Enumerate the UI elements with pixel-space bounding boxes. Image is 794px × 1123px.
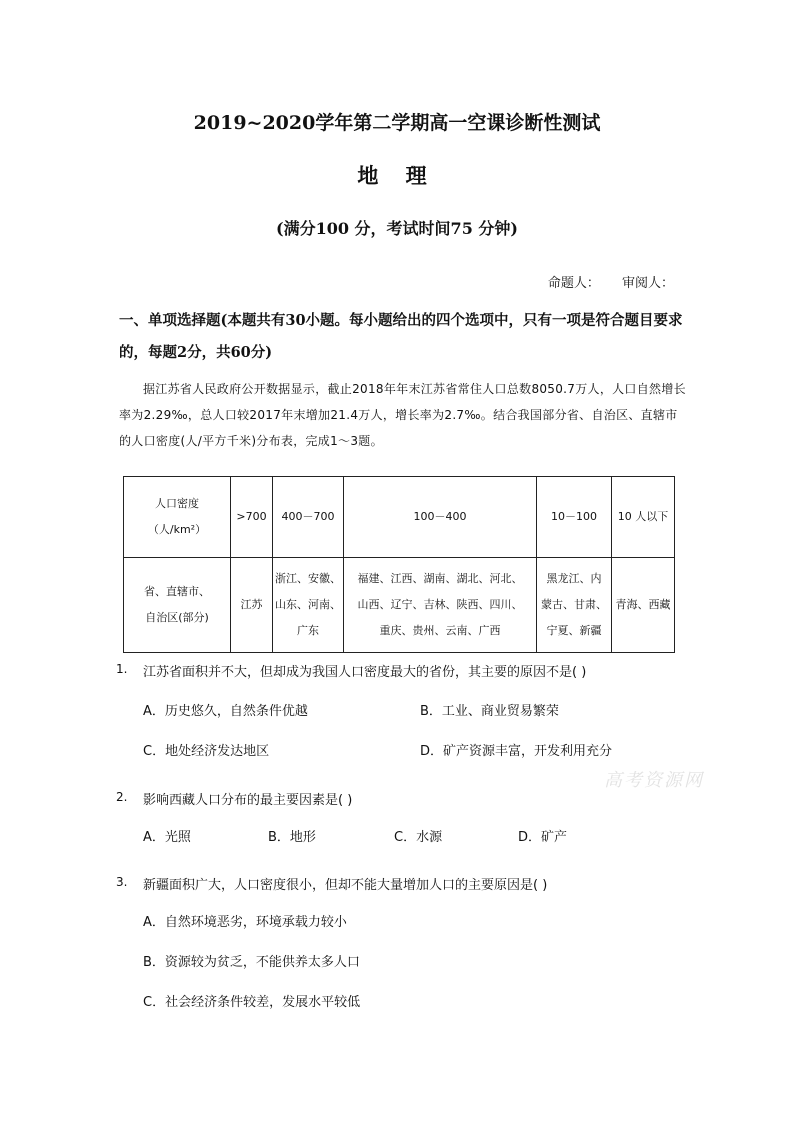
watermark: 高考资源网 (604, 770, 704, 791)
option-b: B．工业、商业贸易繁荣 (420, 704, 559, 719)
question-text: 新疆面积广大，人口密度很小，但却不能大量增加人口的主要原因是( ) (143, 878, 548, 893)
table-cell (537, 558, 612, 653)
header-label-line: 人口密度 (155, 497, 199, 510)
cell-line: 重庆、贵州、云南、广西 (379, 624, 501, 637)
signers (530, 272, 674, 291)
exam-note: (满分100 分，考试时间75 分钟) (276, 219, 518, 238)
reviewer-label: 审阅人： (621, 276, 674, 291)
question-number: 2. (116, 790, 128, 804)
cell-line: 宁夏、新疆 (546, 624, 602, 637)
column-header: 10－100 (537, 477, 612, 558)
question-text: 江苏省面积并不大，但却成为我国人口密度最大的省份，其主要的原因不是( ) (143, 665, 587, 680)
table-cell (231, 558, 273, 653)
column-header: 100－400 (344, 477, 537, 558)
subject-title: 地 理 (357, 163, 437, 188)
reading-passage: 据江苏省人民政府公开数据显示，截止2018年年末江苏省常住人口总数8050.7万人，人口自然增长率为2.29‰，总人口较2017年末增加21.4万人，增长率为2.7‰。结合我国部分省、自治区、直辖市的人口密度(人/平方千米)分布表，完成1～3题。 (119, 382, 686, 448)
table-data-row (124, 558, 675, 653)
header-label-line: （人/km²） (147, 523, 207, 536)
population-density-table (123, 476, 675, 653)
question-number: 1. (116, 662, 128, 676)
option-d: D．矿产 (518, 830, 568, 845)
cell-line: 广东 (297, 624, 319, 637)
row-label-line: 省、直辖市、 (144, 585, 210, 598)
row-label-line: 自治区(部分) (145, 611, 209, 624)
row-label-cell (124, 558, 231, 653)
option-d: D．矿产资源丰富，开发利用充分 (420, 744, 613, 759)
question-text: 影响西藏人口分布的最主要因素是( ) (143, 793, 353, 808)
option-c: C．地处经济发达地区 (143, 744, 270, 759)
option-a: A．历史悠久，自然条件优越 (143, 704, 308, 719)
option-a: A．自然环境恶劣，环境承载力较小 (143, 915, 347, 930)
cell-line: 蒙古、甘肃、 (541, 598, 607, 611)
cell-line: 山东、河南、 (275, 598, 341, 611)
option-a: A．光照 (143, 830, 191, 845)
table-cell (273, 558, 344, 653)
column-header: 10 人以下 (612, 477, 675, 558)
option-b: B．资源较为贫乏，不能供养太多人口 (143, 955, 360, 970)
cell-line: 青海、西藏 (615, 598, 671, 611)
section-heading: 一、单项选择题(本题共有30小题。每小题给出的四个选项中，只有一项是符合题目要求的，每题2分，共60分) (119, 312, 683, 361)
question-number: 3. (116, 875, 128, 889)
table-cell (612, 558, 675, 653)
exam-title: 2019~2020学年第二学期高一空课诊断性测试 (193, 112, 601, 134)
proposer-label: 命题人： (547, 276, 600, 291)
column-header: >700 (231, 477, 273, 558)
cell-line: 山西、辽宁、吉林、陕西、四川、 (357, 598, 523, 611)
table-cell (344, 558, 537, 653)
cell-line: 黑龙江、内 (546, 572, 602, 585)
cell-line: 福建、江西、湖南、湖北、河北、 (357, 572, 523, 585)
header-label-cell (124, 477, 231, 558)
table-header-row (124, 477, 675, 558)
cell-line: 江苏 (240, 598, 263, 611)
column-header: 400－700 (273, 477, 344, 558)
option-c: C．社会经济条件较差，发展水平较低 (143, 995, 361, 1010)
cell-line: 浙江、安徽、 (275, 572, 341, 585)
option-c: C．水源 (394, 830, 443, 845)
option-b: B．地形 (268, 830, 316, 845)
